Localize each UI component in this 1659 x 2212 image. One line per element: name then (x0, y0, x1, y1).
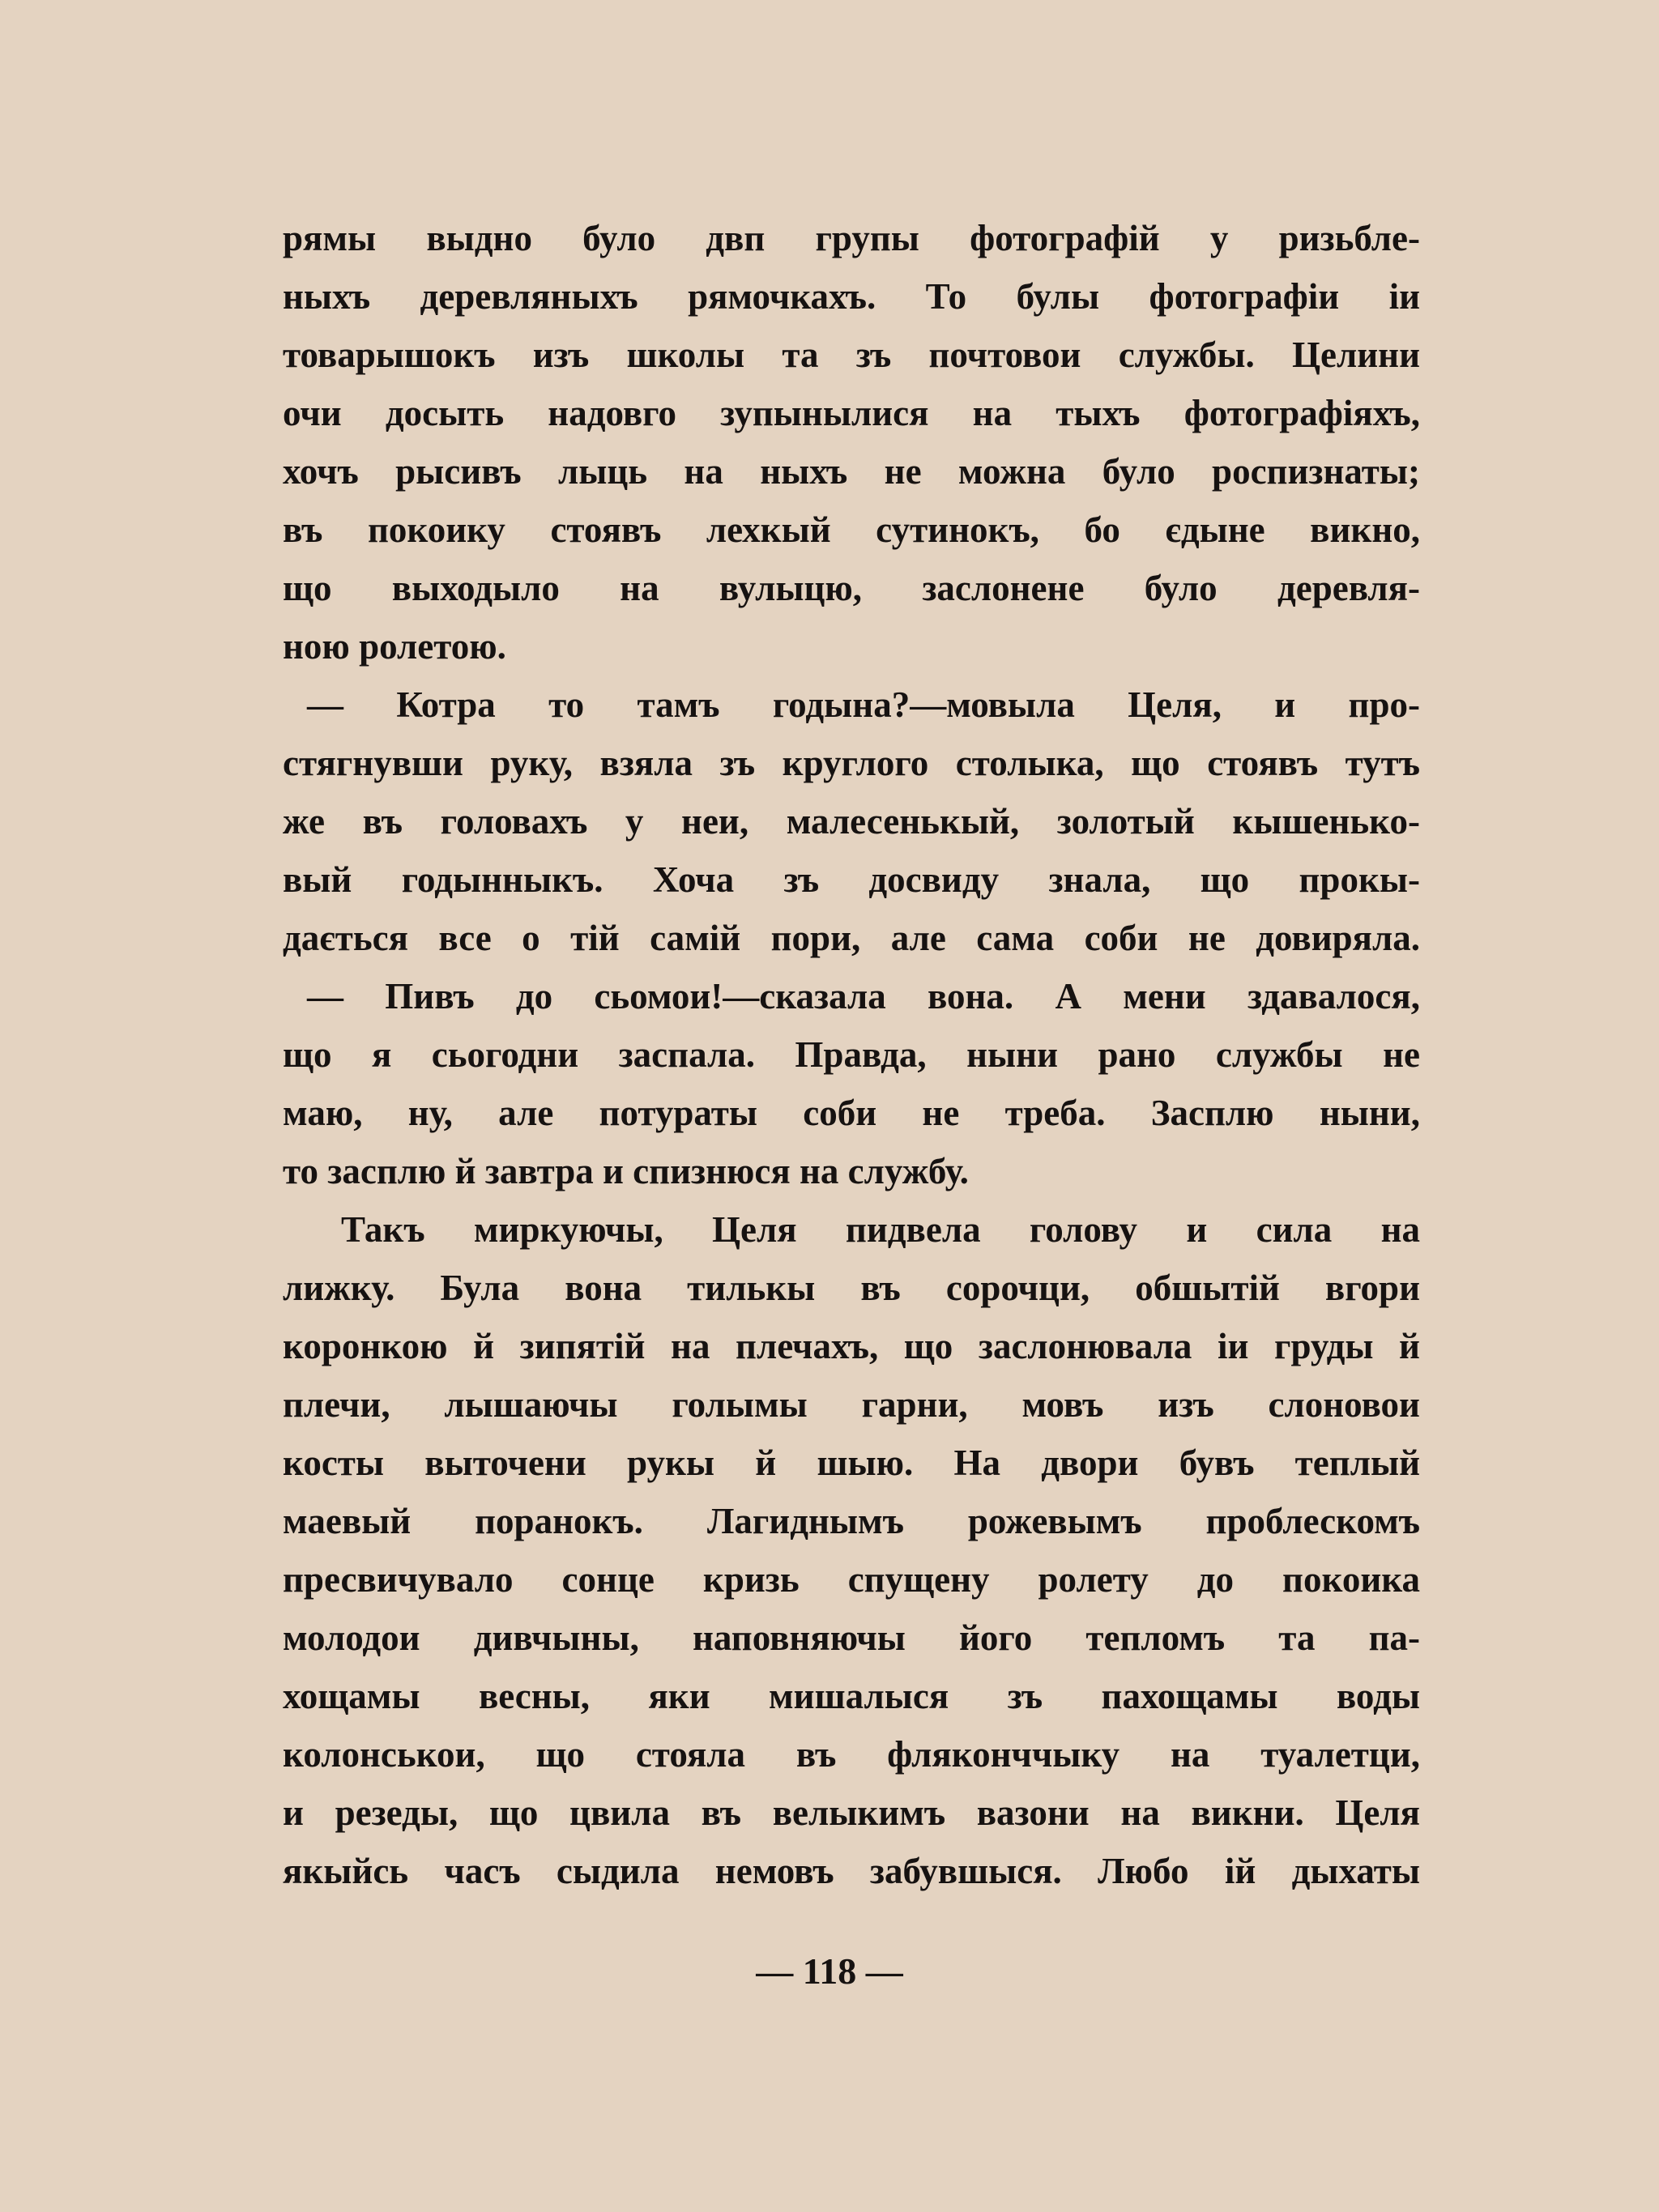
text-line: косты выточени рукы й шыю. На двори бувъ теплый (283, 1443, 1420, 1483)
text-line: дається все о тій самій пори, але сама соби не довиряла. (283, 918, 1420, 958)
text-line: и резеды, що цвила въ велыкимъ вазони на викни. Целя (283, 1792, 1420, 1833)
text-line: що выходыло на вулыцю, заслонене було деревля- (283, 568, 1420, 608)
text-line: стягнувши руку, взяла зъ круглого столыка, що стоявъ тутъ (283, 743, 1420, 783)
text-line: — Котра то тамъ годына?—мовыла Целя, и про- (307, 684, 1420, 725)
text-line: въ покоику стоявъ лехкый сутинокъ, бо єдыне викно, (283, 509, 1420, 550)
text-line: Такъ миркуючы, Целя пидвела голову и сила на (341, 1209, 1420, 1250)
text-line: ною ролетою. (283, 626, 506, 667)
text-line: ныхъ деревляныхъ рямочкахъ. То булы фотографіи іи (283, 276, 1420, 317)
text-line: хощамы весны, яки мишалыся зъ пахощамы воды (283, 1676, 1420, 1716)
text-line: — Пивъ до сьомои!—сказала вона. А мени здавалося, (307, 976, 1420, 1016)
page-number: — 118 — (756, 1950, 903, 1992)
text-line: очи досыть надовго зупынылися на тыхъ фотографіяхъ, (283, 393, 1420, 433)
text-line: рямы выдно було двп групы фотографій у ризьбле- (283, 218, 1420, 258)
text-line: вый годынныкъ. Хоча зъ досвиду знала, що прокы- (283, 859, 1420, 900)
text-line: маю, ну, але потураты соби не треба. Засплю ныни, (283, 1093, 1420, 1133)
text-line: колонськои, що стояла въ фляконччыку на туалетци, (283, 1734, 1420, 1775)
text-line: лижку. Була вона тилькы въ сорочци, обшытій вгори (283, 1268, 1420, 1308)
text-line: якыйсь часъ сыдила немовъ забувшыся. Любо ій дыхаты (283, 1851, 1420, 1891)
text-line: молодои дивчыны, наповняючы його тепломъ та па- (283, 1617, 1420, 1658)
text-line: товарышокъ изъ школы та зъ почтовои службы. Целини (283, 335, 1420, 375)
text-line: же въ головахъ у неи, малесенькый, золотый кышенько- (283, 801, 1420, 842)
text-line: коронкою й зипятій на плечахъ, що заслонювала іи груды й (283, 1326, 1420, 1366)
text-line: маевый поранокъ. Лагиднымъ рожевымъ проблескомъ (283, 1501, 1420, 1541)
text-line: плечи, лышаючы голымы гарни, мовъ изъ слоновои (283, 1384, 1420, 1425)
text-line: то засплю й завтра и спизнюся на службу. (283, 1151, 969, 1191)
text-line: хочъ рысивъ лыць на ныхъ не можна було роспизнаты; (283, 451, 1420, 492)
text-line: що я сьогодни заспала. Правда, ныни рано службы не (283, 1034, 1420, 1075)
text-line: пресвичувало сонце кризь спущену ролету до покоика (283, 1559, 1420, 1600)
body-text (283, 209, 1420, 1900)
